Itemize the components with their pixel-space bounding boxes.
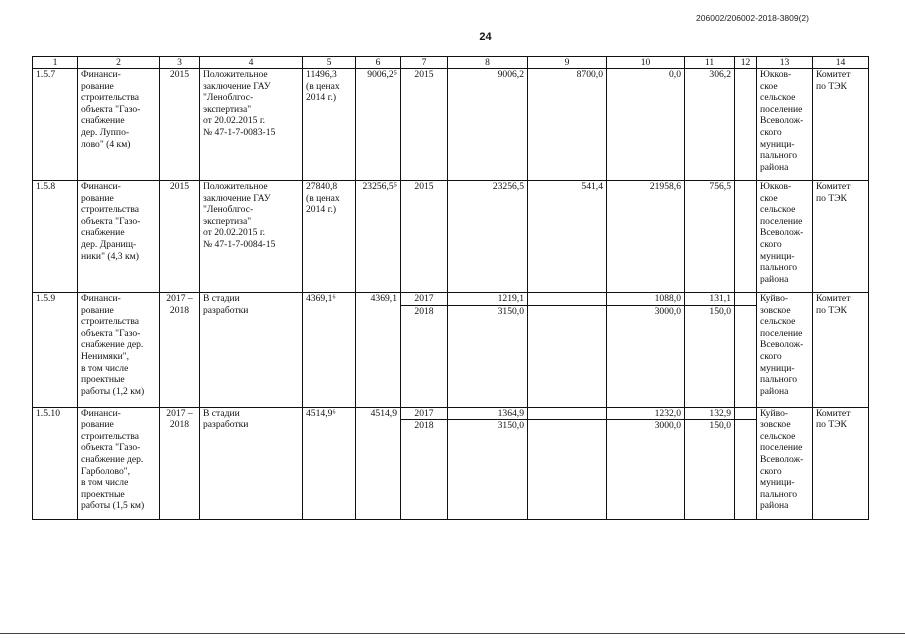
local-budget-cell: 150,0 [685, 305, 735, 407]
executor-cell: Комитет по ТЭК [813, 293, 869, 408]
year-cell: 2017 [401, 293, 448, 306]
total-cell: 4369,1 [356, 293, 401, 408]
column-number: 6 [356, 57, 401, 69]
item-name-cell: Финанси- рование строительства объекта "Газо- снабжение дер. Гарболово", в том числе проектные работы (1,5 км) [78, 407, 160, 520]
table-row [33, 181, 869, 293]
federal-budget-cell [528, 293, 607, 306]
other-sources-cell [735, 407, 757, 420]
regional-budget-cell: 21958,6 [607, 181, 685, 293]
column-number: 3 [160, 57, 200, 69]
scan-edge-line [0, 633, 905, 634]
other-sources-cell [735, 181, 757, 293]
column-number: 8 [448, 57, 528, 69]
amount-total-cell: 3150,0 [448, 420, 528, 520]
column-number: 9 [528, 57, 607, 69]
regional-budget-cell: 0,0 [607, 69, 685, 181]
executor-cell: Комитет по ТЭК [813, 181, 869, 293]
amount-total-cell: 9006,2 [448, 69, 528, 181]
estimated-cost-cell: 27840,8 (в ценах 2014 г.) [303, 181, 356, 293]
page-number: 24 [479, 31, 492, 43]
year-cell: 2017 [401, 407, 448, 420]
item-number-cell: 1.5.10 [33, 407, 78, 520]
column-number: 4 [200, 57, 303, 69]
federal-budget-cell [528, 420, 607, 520]
basis-cell: В стадии разработки [200, 293, 303, 408]
local-budget-cell: 132,9 [685, 407, 735, 420]
recipient-cell: Юкков- ское сельское поселение Всеволож- ского муници- пального района [757, 69, 813, 181]
column-number: 14 [813, 57, 869, 69]
other-sources-cell [735, 420, 757, 520]
year-cell: 2015 [401, 181, 448, 293]
column-number: 12 [735, 57, 757, 69]
period-cell: 2017 – 2018 [160, 293, 200, 408]
column-number-row [33, 57, 869, 69]
basis-cell: В стадии разработки [200, 407, 303, 520]
table-row [33, 407, 869, 420]
period-cell: 2017 – 2018 [160, 407, 200, 520]
table-row [33, 293, 869, 306]
total-cell: 9006,2⁵ [356, 69, 401, 181]
other-sources-cell [735, 69, 757, 181]
recipient-cell: Куйво- зовское сельское поселение Всеволож- ского муници- пального района [757, 293, 813, 408]
item-number-cell: 1.5.8 [33, 181, 78, 293]
other-sources-cell [735, 305, 757, 407]
federal-budget-cell [528, 305, 607, 407]
regional-budget-cell: 3000,0 [607, 305, 685, 407]
program-table [32, 56, 869, 520]
column-number: 11 [685, 57, 735, 69]
column-number: 10 [607, 57, 685, 69]
item-number-cell: 1.5.7 [33, 69, 78, 181]
document-code: 206002/206002-2018-3809(2) [696, 13, 809, 23]
column-number: 13 [757, 57, 813, 69]
federal-budget-cell: 541,4 [528, 181, 607, 293]
period-cell: 2015 [160, 181, 200, 293]
executor-cell: Комитет по ТЭК [813, 69, 869, 181]
local-budget-cell: 150,0 [685, 420, 735, 520]
column-number: 7 [401, 57, 448, 69]
amount-total-cell: 1364,9 [448, 407, 528, 420]
executor-cell: Комитет по ТЭК [813, 407, 869, 520]
regional-budget-cell: 1088,0 [607, 293, 685, 306]
regional-budget-cell: 3000,0 [607, 420, 685, 520]
item-name-cell: Финанси- рование строительства объекта "Газо- снабжение дер. Ненимяки", в том числе проектные работы (1,2 км) [78, 293, 160, 408]
estimated-cost-cell: 11496,3 (в ценах 2014 г.) [303, 69, 356, 181]
period-cell: 2015 [160, 69, 200, 181]
estimated-cost-cell: 4514,9⁶ [303, 407, 356, 520]
other-sources-cell [735, 293, 757, 306]
item-number-cell: 1.5.9 [33, 293, 78, 408]
basis-cell: Положительное заключение ГАУ "Леноблгос- экспертиза" от 20.02.2015 г. № 47-1-7-0083-15 [200, 69, 303, 181]
federal-budget-cell: 8700,0 [528, 69, 607, 181]
column-number: 2 [78, 57, 160, 69]
federal-budget-cell [528, 407, 607, 420]
total-cell: 23256,5⁵ [356, 181, 401, 293]
recipient-cell: Куйво- зовское сельское поселение Всеволож- ского муници- пального района [757, 407, 813, 520]
item-name-cell: Финанси- рование строительства объекта "Газо- снабжение дер. Луппо- лово" (4 км) [78, 69, 160, 181]
local-budget-cell: 306,2 [685, 69, 735, 181]
local-budget-cell: 756,5 [685, 181, 735, 293]
table-row [33, 69, 869, 181]
recipient-cell: Юкков- ское сельское поселение Всеволож- ского муници- пального района [757, 181, 813, 293]
amount-total-cell: 3150,0 [448, 305, 528, 407]
local-budget-cell: 131,1 [685, 293, 735, 306]
column-number: 1 [33, 57, 78, 69]
estimated-cost-cell: 4369,1⁶ [303, 293, 356, 408]
amount-total-cell: 1219,1 [448, 293, 528, 306]
year-cell: 2018 [401, 420, 448, 520]
amount-total-cell: 23256,5 [448, 181, 528, 293]
year-cell: 2018 [401, 305, 448, 407]
total-cell: 4514,9 [356, 407, 401, 520]
year-cell: 2015 [401, 69, 448, 181]
regional-budget-cell: 1232,0 [607, 407, 685, 420]
basis-cell: Положительное заключение ГАУ "Леноблгос- экспертиза" от 20.02.2015 г. № 47-1-7-0084-15 [200, 181, 303, 293]
item-name-cell: Финанси- рование строительства объекта "Газо- снабжение дер. Дранищ- ники" (4,3 км) [78, 181, 160, 293]
column-number: 5 [303, 57, 356, 69]
